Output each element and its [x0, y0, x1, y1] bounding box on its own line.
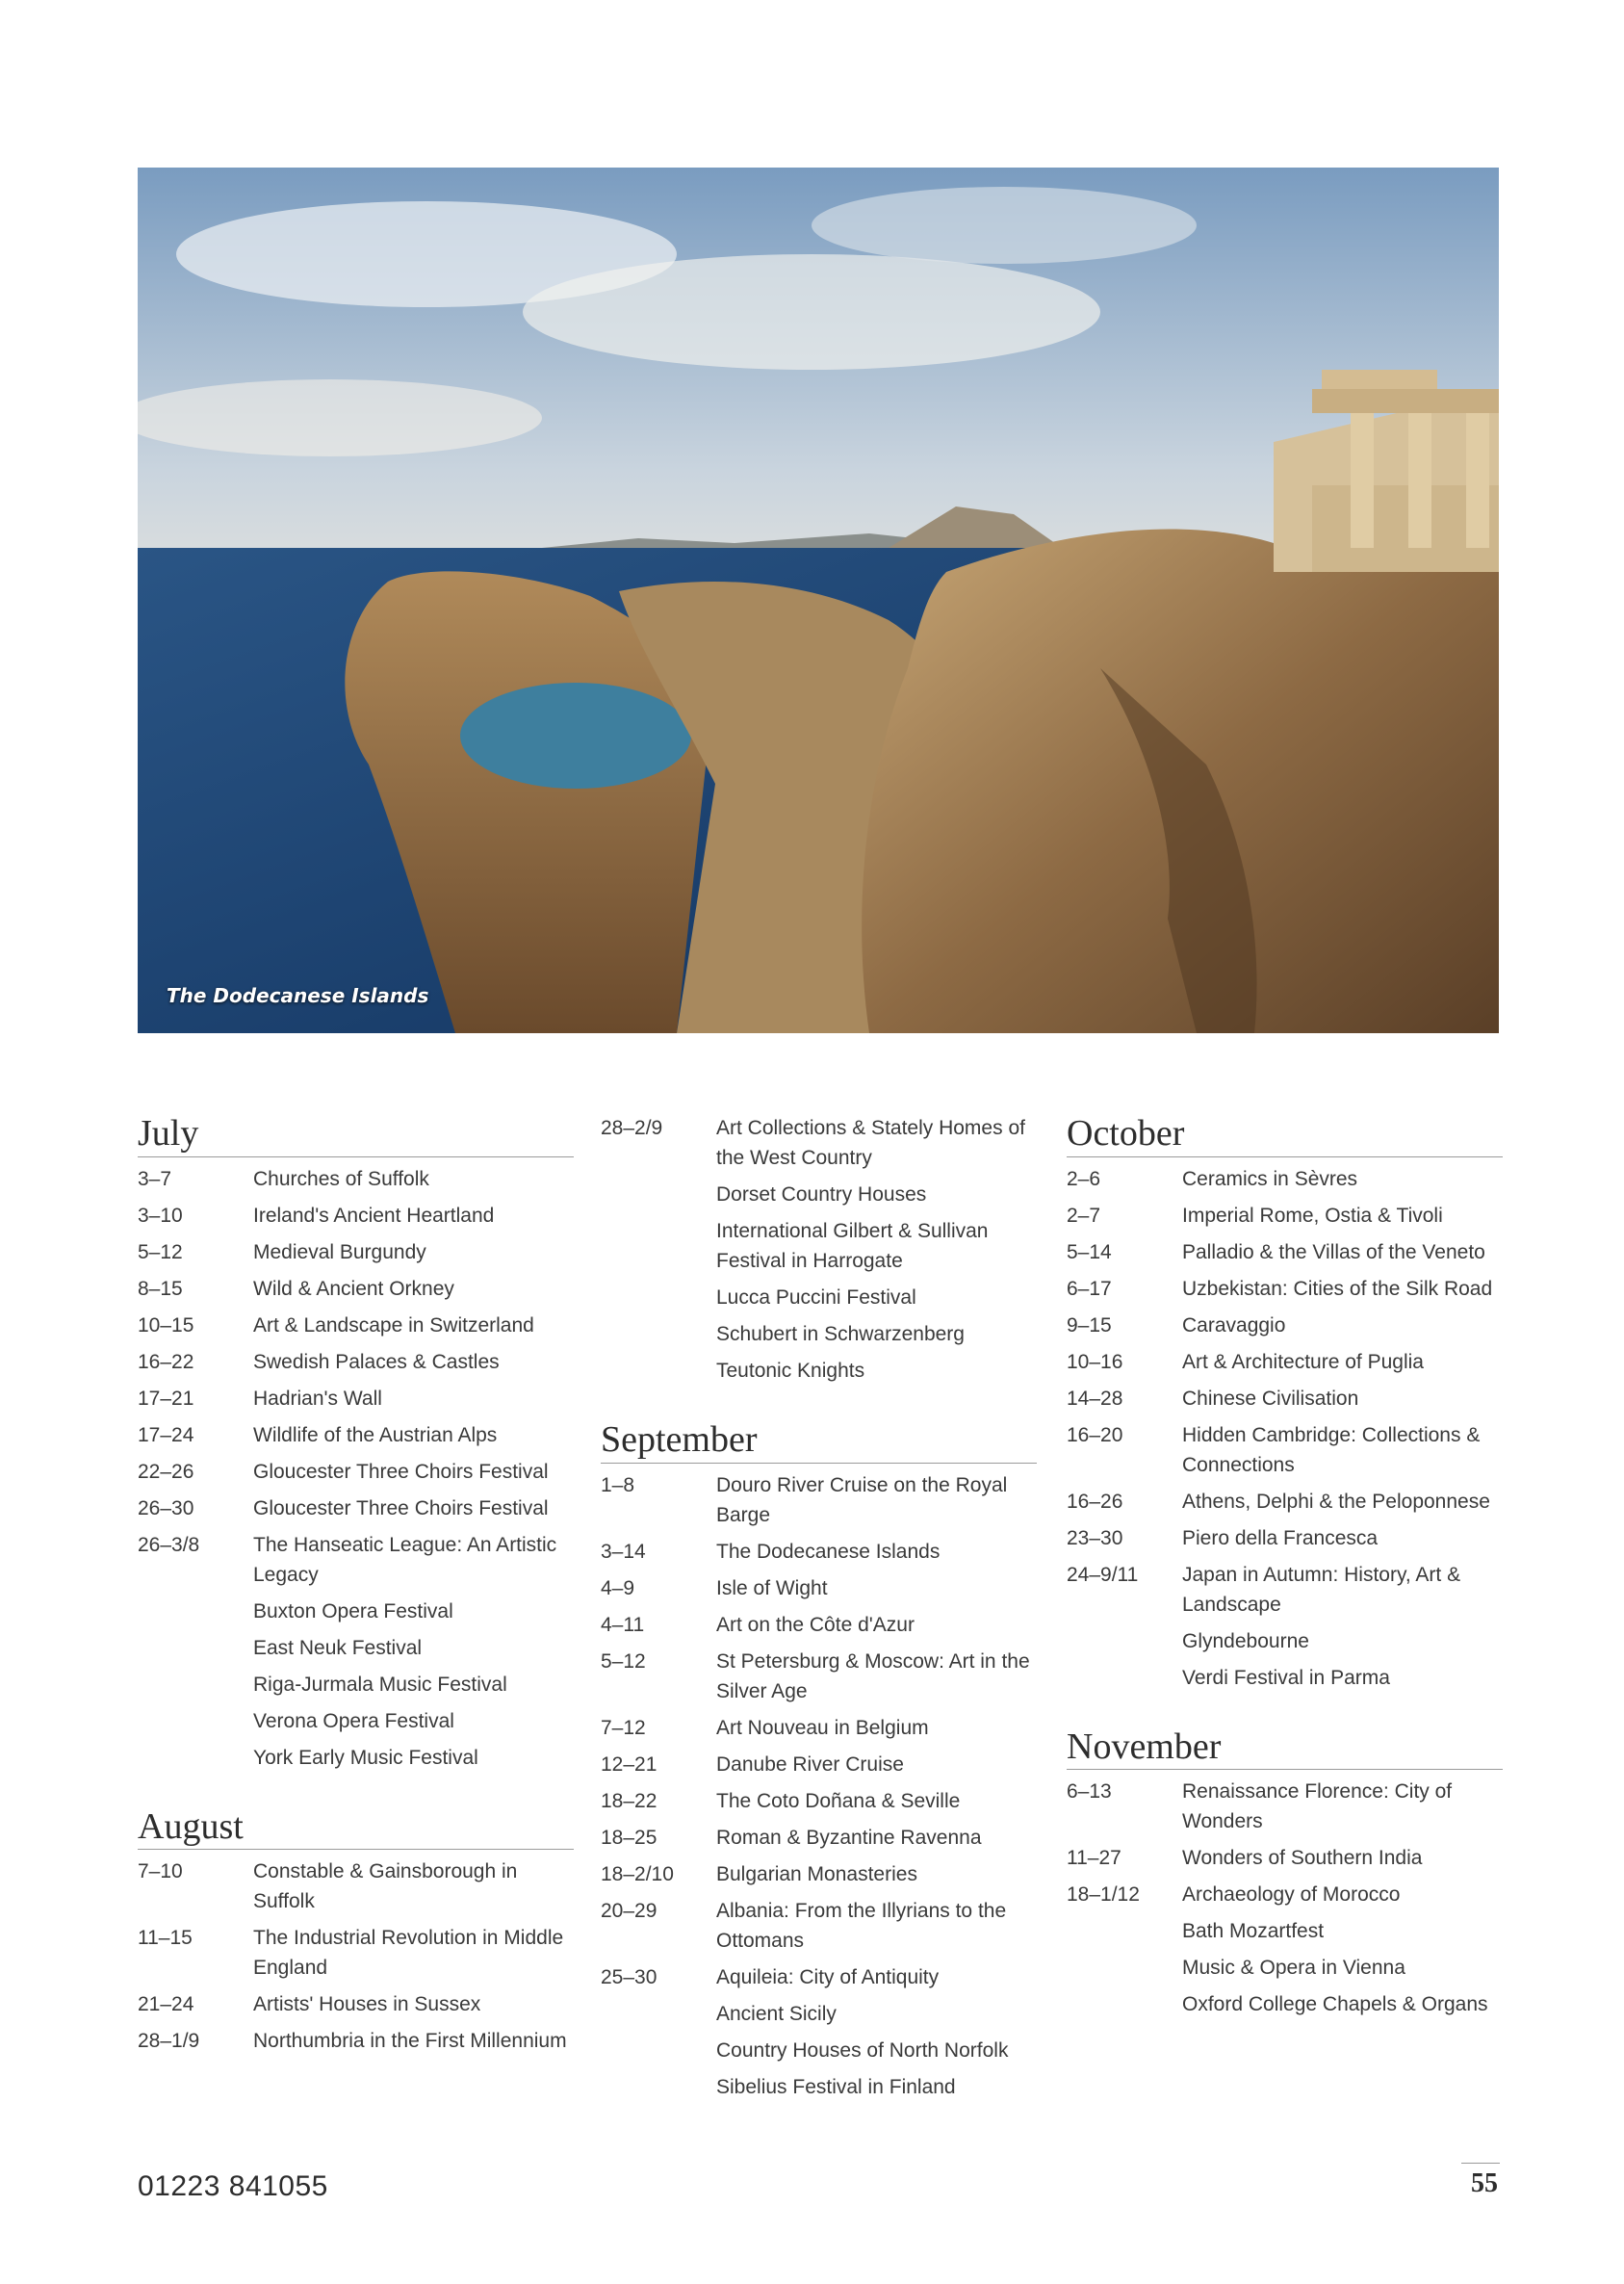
month-section [601, 1419, 1037, 2102]
tour-name: Danube River Cruise [716, 1752, 904, 1776]
tour-row [1067, 1201, 1503, 1231]
tour-name: Medieval Burgundy [253, 1240, 426, 1263]
tour-name: Riga-Jurmala Music Festival [253, 1673, 507, 1696]
tour-name: Roman & Byzantine Ravenna [716, 1826, 982, 1849]
tour-dates: 16–22 [138, 1350, 194, 1373]
tour-dates: 9–15 [1067, 1313, 1112, 1337]
tour-dates: 28–1/9 [138, 2030, 200, 2053]
tour-name: Ceramics in Sèvres [1182, 1167, 1358, 1190]
tour-name: Verdi Festival in Parma [1182, 1666, 1390, 1689]
month-section-continued [601, 1113, 1037, 1386]
tour-name: Ireland's Ancient Heartland [253, 1204, 495, 1227]
tour-name: Oxford College Chapels & Organs [1182, 1993, 1488, 2016]
tour-dates: 20–29 [601, 1899, 657, 1922]
tour-dates: 17–24 [138, 1423, 194, 1446]
tour-dates: 10–15 [138, 1313, 194, 1337]
tour-name: Schubert in Schwarzenberg [716, 1323, 965, 1345]
tour-row [601, 1283, 1037, 1312]
tour-row [138, 1989, 574, 2019]
tour-name: Douro River Cruise on the Royal Barge [716, 1473, 1008, 1526]
month-title: October [1067, 1113, 1503, 1157]
tour-name: Archaeology of Morocco [1182, 1883, 1401, 1907]
month-section [138, 1806, 574, 2057]
tour-row [601, 1859, 1037, 1889]
tour-dates: 5–12 [601, 1649, 646, 1673]
tour-dates [601, 1216, 716, 1276]
tour-row [601, 1113, 1037, 1173]
tour-dates: 7–12 [601, 1716, 646, 1739]
tour-dates: 16–26 [1067, 1490, 1123, 1513]
tour-dates: 6–13 [1067, 1780, 1112, 1804]
tour-row [138, 2026, 574, 2056]
tour-dates: 17–21 [138, 1387, 194, 1410]
tour-row [1067, 1989, 1503, 2019]
tour-row [1067, 1626, 1503, 1656]
tour-name: The Dodecanese Islands [716, 1540, 941, 1563]
tour-name: Piero della Francesca [1182, 1526, 1379, 1549]
tour-row [1067, 1843, 1503, 1873]
tour-row [138, 1596, 574, 1626]
tour-name: Bath Mozartfest [1182, 1920, 1325, 1943]
tour-dates: 2–7 [1067, 1204, 1101, 1227]
tour-dates: 21–24 [138, 1993, 194, 2016]
tour-row [1067, 1916, 1503, 1946]
tour-row [1067, 1880, 1503, 1909]
tour-dates: 11–27 [1067, 1847, 1121, 1870]
tour-row [138, 1856, 574, 1916]
tour-dates: 24–9/11 [1067, 1563, 1139, 1586]
tour-row [601, 1470, 1037, 1530]
tour-dates: 23–30 [1067, 1526, 1123, 1549]
tour-row [601, 1319, 1037, 1349]
tour-name: Caravaggio [1182, 1313, 1286, 1337]
tour-name: Lucca Puccini Festival [716, 1286, 916, 1309]
tour-name: Verona Opera Festival [253, 1709, 454, 1732]
tour-dates: 18–2/10 [601, 1862, 674, 1885]
tour-row [138, 1633, 574, 1663]
tour-row [601, 1713, 1037, 1743]
tour-dates: 11–15 [138, 1927, 193, 1950]
tour-list [601, 1470, 1037, 2102]
tour-row [138, 1923, 574, 1983]
tour-dates: 3–10 [138, 1204, 183, 1227]
tour-list [1067, 1164, 1503, 1693]
tour-name: Japan in Autumn: History, Art & Landscape [1182, 1563, 1461, 1616]
tour-name: Uzbekistan: Cities of the Silk Road [1182, 1277, 1493, 1300]
tour-row [1067, 1237, 1503, 1267]
month-section [1067, 1113, 1503, 1693]
tour-name: York Early Music Festival [253, 1746, 478, 1769]
tour-dates: 16–20 [1067, 1423, 1123, 1446]
tour-name: Constable & Gainsborough in Suffolk [253, 1860, 518, 1913]
tour-dates: 18–1/12 [1067, 1883, 1140, 1907]
tour-dates: 12–21 [601, 1752, 657, 1776]
tour-row [601, 1896, 1037, 1956]
tour-name: Art & Architecture of Puglia [1182, 1350, 1424, 1373]
tour-row [601, 1216, 1037, 1276]
tour-dates [138, 1670, 253, 1700]
tour-name: Ancient Sicily [716, 2002, 837, 2025]
tour-dates: 5–14 [1067, 1240, 1112, 1263]
tour-dates [1067, 1953, 1182, 1983]
tour-row [138, 1274, 574, 1304]
tour-name: Athens, Delphi & the Peloponnese [1182, 1490, 1490, 1513]
tour-name: Sibelius Festival in Finland [716, 2075, 956, 2098]
phone-number: 01223 841055 [138, 2170, 328, 2202]
tour-name: Wonders of Southern India [1182, 1847, 1423, 1870]
tour-dates: 3–7 [138, 1167, 172, 1190]
tour-row [1067, 1274, 1503, 1304]
tour-dates [601, 1283, 716, 1312]
tour-row [601, 1999, 1037, 2029]
tour-name: Isle of Wight [716, 1576, 828, 1599]
tour-dates: 2–6 [1067, 1167, 1101, 1190]
tour-row [1067, 1384, 1503, 1414]
tour-row [138, 1311, 574, 1340]
hero-photo [138, 168, 1499, 1033]
tour-dates [138, 1706, 253, 1736]
tour-name: International Gilbert & Sullivan Festival in Harrogate [716, 1220, 989, 1272]
tour-dates [1067, 1989, 1182, 2019]
tour-name: Dorset Country Houses [716, 1183, 927, 1206]
tour-name: Bulgarian Monasteries [716, 1862, 917, 1885]
month-title: August [138, 1806, 574, 1851]
tour-name: Glyndebourne [1182, 1629, 1309, 1652]
tour-list [138, 1164, 574, 1773]
tour-name: Aquileia: City of Antiquity [716, 1965, 940, 1988]
tour-dates [601, 2072, 716, 2102]
month-section [1067, 1726, 1503, 2020]
tour-name: Hadrian's Wall [253, 1387, 382, 1410]
tour-dates: 26–30 [138, 1496, 194, 1519]
tour-row [1067, 1420, 1503, 1480]
schedule-column-3 [1067, 1113, 1503, 2053]
tour-dates: 18–22 [601, 1789, 657, 1812]
tour-row [601, 1573, 1037, 1603]
tour-row [1067, 1663, 1503, 1693]
page-number: 55 [1471, 2168, 1498, 2198]
tour-row [1067, 1347, 1503, 1377]
tour-row [138, 1164, 574, 1194]
tour-name: Teutonic Knights [716, 1360, 865, 1382]
tour-name: Chinese Civilisation [1182, 1387, 1359, 1410]
tour-row [138, 1457, 574, 1487]
tour-row [601, 1610, 1037, 1640]
tour-row [1067, 1560, 1503, 1620]
tour-name: Art & Landscape in Switzerland [253, 1313, 534, 1337]
tour-row [138, 1420, 574, 1450]
tour-name: The Industrial Revolution in Middle England [253, 1927, 564, 1980]
tour-name: Northumbria in the First Millennium [253, 2030, 567, 2053]
tour-name: St Petersburg & Moscow: Art in the Silver Age [716, 1649, 1030, 1702]
tour-list [601, 1113, 1037, 1386]
tour-row [601, 1356, 1037, 1386]
month-title: July [138, 1113, 574, 1157]
tour-row [601, 2072, 1037, 2102]
tour-name: The Coto Doñana & Seville [716, 1789, 961, 1812]
tour-row [138, 1201, 574, 1231]
tour-row [601, 1647, 1037, 1706]
tour-dates [138, 1743, 253, 1773]
schedule-column-1 [138, 1113, 574, 2089]
tour-dates: 25–30 [601, 1965, 657, 1988]
tour-dates: 26–3/8 [138, 1533, 200, 1556]
tour-dates: 14–28 [1067, 1387, 1123, 1410]
tour-dates: 28–2/9 [601, 1117, 663, 1139]
tour-row [138, 1743, 574, 1773]
tour-dates [1067, 1663, 1182, 1693]
schedule-column-2 [601, 1113, 1037, 2136]
tour-row [1067, 1164, 1503, 1194]
tour-name: Wild & Ancient Orkney [253, 1277, 454, 1300]
tour-name: Gloucester Three Choirs Festival [253, 1496, 549, 1519]
tour-row [1067, 1523, 1503, 1553]
tour-dates [601, 1319, 716, 1349]
tour-name: Art on the Côte d'Azur [716, 1613, 915, 1636]
coastal-acropolis-illustration [138, 168, 1499, 1033]
month-section [138, 1113, 574, 1773]
tour-dates [1067, 1916, 1182, 1946]
month-title: September [601, 1419, 1037, 1464]
tour-row [601, 1750, 1037, 1779]
tour-row [138, 1670, 574, 1700]
tour-name: Wildlife of the Austrian Alps [253, 1423, 498, 1446]
tour-dates [138, 1633, 253, 1663]
tour-row [1067, 1777, 1503, 1836]
tour-name: Churches of Suffolk [253, 1167, 429, 1190]
tour-list [138, 1856, 574, 2056]
tour-dates: 3–14 [601, 1540, 646, 1563]
tour-dates [1067, 1626, 1182, 1656]
tour-dates: 1–8 [601, 1473, 635, 1496]
tour-dates: 22–26 [138, 1460, 194, 1483]
month-title: November [1067, 1726, 1503, 1771]
tour-row [601, 1962, 1037, 1992]
tour-dates: 7–10 [138, 1860, 183, 1883]
tour-row [601, 1823, 1037, 1853]
tour-dates: 4–9 [601, 1576, 635, 1599]
tour-dates [601, 2036, 716, 2065]
tour-row [601, 1180, 1037, 1209]
tour-row [1067, 1953, 1503, 1983]
tour-dates: 6–17 [1067, 1277, 1112, 1300]
tour-row [138, 1493, 574, 1523]
tour-name: Swedish Palaces & Castles [253, 1350, 500, 1373]
tour-dates [138, 1596, 253, 1626]
tour-name: Artists' Houses in Sussex [253, 1993, 481, 2016]
tour-dates: 10–16 [1067, 1350, 1123, 1373]
tour-dates: 5–12 [138, 1240, 183, 1263]
tour-name: Country Houses of North Norfolk [716, 2038, 1009, 2062]
tour-row [138, 1530, 574, 1590]
tour-name: Art Nouveau in Belgium [716, 1716, 929, 1739]
tour-dates [601, 1999, 716, 2029]
tour-row [138, 1384, 574, 1414]
tour-name: Art Collections & Stately Homes of the West Country [716, 1117, 1025, 1169]
tour-name: Palladio & the Villas of the Veneto [1182, 1240, 1485, 1263]
tour-name: Music & Opera in Vienna [1182, 1957, 1405, 1980]
tour-row [1067, 1311, 1503, 1340]
tour-row [1067, 1487, 1503, 1517]
tour-name: The Hanseatic League: An Artistic Legacy [253, 1533, 557, 1586]
tour-dates: 4–11 [601, 1613, 645, 1636]
tour-list [1067, 1777, 1503, 2019]
tour-name: Buxton Opera Festival [253, 1599, 453, 1622]
tour-row [601, 2036, 1037, 2065]
tour-row [601, 1786, 1037, 1816]
tour-name: Albania: From the Illyrians to the Ottomans [716, 1899, 1007, 1952]
tour-dates [601, 1356, 716, 1386]
tour-name: Gloucester Three Choirs Festival [253, 1460, 549, 1483]
tour-dates: 8–15 [138, 1277, 183, 1300]
photo-caption: The Dodecanese Islands [167, 984, 429, 1007]
tour-name: Renaissance Florence: City of Wonders [1182, 1780, 1453, 1833]
tour-dates [601, 1180, 716, 1209]
page-number-rule [1461, 2163, 1500, 2164]
tour-row [138, 1237, 574, 1267]
tour-row [138, 1347, 574, 1377]
tour-name: East Neuk Festival [253, 1636, 423, 1659]
tour-row [601, 1537, 1037, 1567]
tour-name: Hidden Cambridge: Collections & Connections [1182, 1423, 1481, 1476]
tour-dates: 18–25 [601, 1826, 657, 1849]
tour-name: Imperial Rome, Ostia & Tivoli [1182, 1204, 1443, 1227]
tour-row [138, 1706, 574, 1736]
